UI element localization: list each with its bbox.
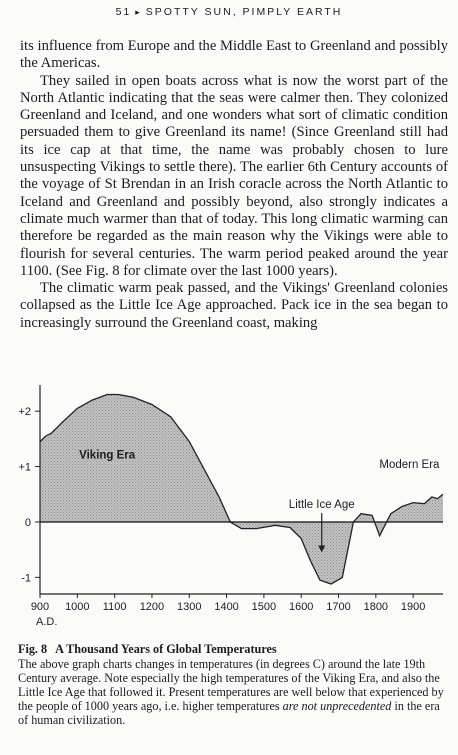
temperature-chart (0, 383, 458, 633)
running-title: SPOTTY SUN, PIMPLY EARTH (145, 6, 343, 18)
paragraph-warm-peak: The climatic warm peak passed, and the Vikings' Greenland colonies collapsed as the Little Ice Age approached. Pack ice in the sea began to increasingly surround the Greenland coast, making (20, 280, 448, 331)
running-header (0, 6, 458, 18)
body-text (20, 38, 448, 332)
x-tick-label: 1200 (139, 601, 165, 613)
figure-title: A Thousand Years of Global Temperatures (55, 642, 277, 656)
y-tick-label: +1 (18, 461, 31, 474)
paragraph-vikings: They sailed in open boats across what is now the worst part of the North Atlantic indicating that the seas were calmer then. They colonized Greenland and Iceland, and one wonders what sort of climatic condition persuaded them to give Greenland its name! (Since Greenland still had its ice cap at that time, the name was probably chosen to lure unsuspecting Vikings to settle there). The earlier 6th Century accounts of the voyage of St Brendan in an Irish coracle across the North Atlantic to Iceland and Greenland and possibly beyond, also strongly indicates a climate much warmer than that of today. This long climatic warming can therefore be regarded as the main reason why the Vikings were able to flourish for several centuries. The warm period peaked around the year 1100. (See Fig. 8 for climate over the last 1000 years). (20, 72, 448, 279)
y-tick-label: 0 (24, 516, 31, 529)
x-unit-label: A.D. (36, 616, 58, 628)
x-tick-label: 1100 (102, 601, 127, 613)
caption-body (18, 657, 450, 727)
caption-text: The above graph charts changes in temperatures (in degrees C) around the late 19th Century average. Note especially the high temperatures of the Viking Era, and also the Little Ice Age that followed it. Present temperatures are well below that experienced by the people of 1000 years ago, i.e. higher temperatures (18, 657, 444, 714)
caption-text-end: in the era of human civilization. (18, 699, 440, 728)
paragraph-continuation: its influence from Europe and the Middle East to Greenland and possibly the Americas. (20, 38, 448, 72)
page-number: 51 (115, 6, 132, 18)
little-ice-age-label: Little Ice Age (288, 499, 355, 512)
figure-label: Fig. 8 (18, 642, 48, 656)
modern-era-label: Modern Era (379, 459, 440, 472)
temperature-area (40, 395, 443, 585)
caption-emphasis: are not unprecedented (282, 699, 392, 714)
x-tick-label: 1700 (326, 601, 351, 613)
y-tick-label: +2 (18, 406, 31, 419)
triangle-right-icon: ▸ (135, 7, 142, 17)
x-tick-label: 1600 (288, 601, 314, 613)
caption-title (18, 642, 450, 656)
x-tick-label: 1000 (65, 601, 90, 613)
chart-area-layer (40, 395, 443, 585)
y-tick-label: -1 (21, 572, 31, 585)
x-tick-label: 1400 (214, 601, 239, 613)
x-tick-label: 1500 (251, 601, 277, 613)
x-tick-label: 1900 (400, 601, 426, 613)
viking-era-label: Viking Era (79, 449, 136, 462)
x-tick-label: 900 (30, 601, 50, 613)
x-tick-label: 1800 (363, 601, 389, 613)
figure-caption (18, 642, 450, 728)
x-tick-label: 1300 (177, 601, 202, 613)
